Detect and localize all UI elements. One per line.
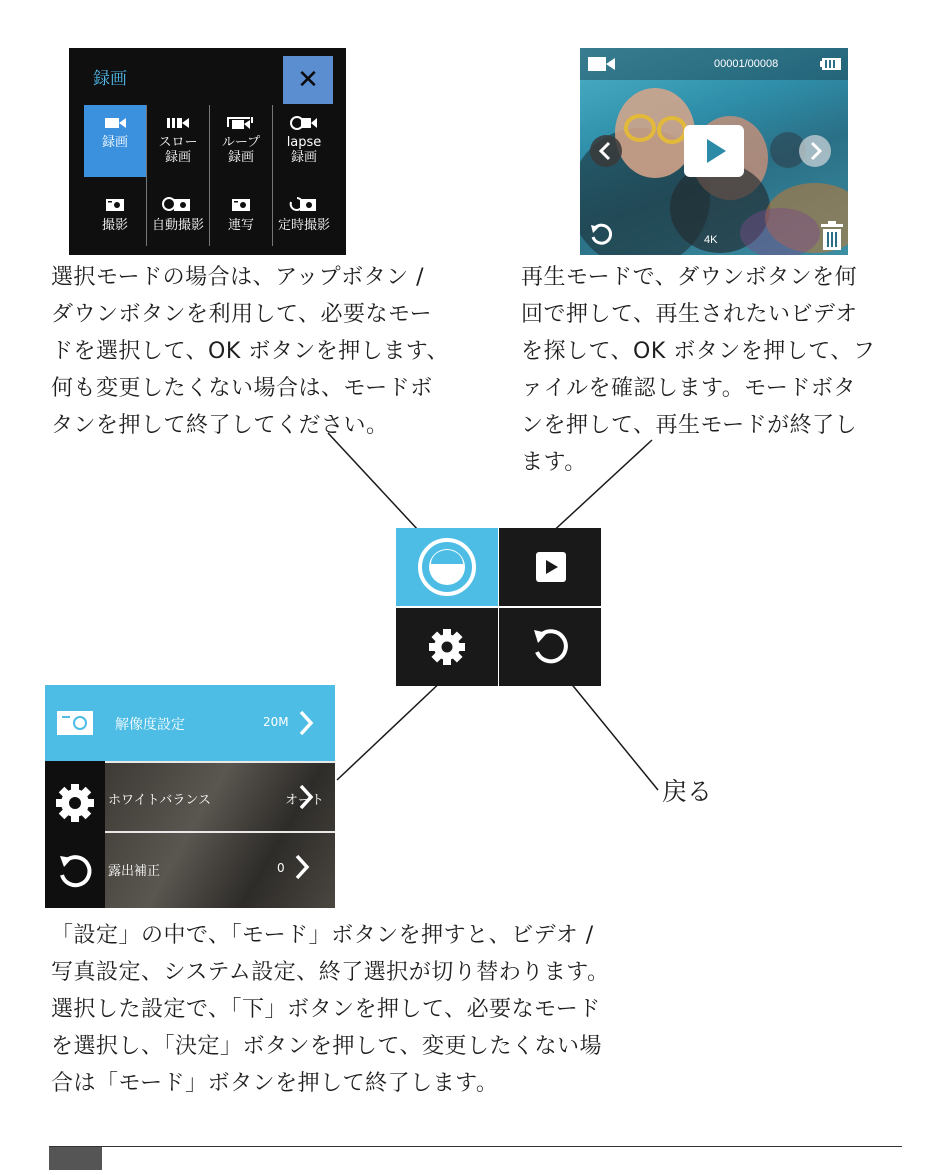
settings-label: 解像度設定 xyxy=(115,717,185,733)
playback-button[interactable] xyxy=(499,528,601,606)
home-grid xyxy=(396,528,601,686)
mode-item-label: 自動撮影 xyxy=(151,218,204,233)
settings-value: 20M xyxy=(263,715,289,729)
settings-panel xyxy=(45,685,335,908)
photo-camera-icon xyxy=(57,711,93,735)
settings-value: オート xyxy=(285,793,325,808)
gear-icon[interactable] xyxy=(53,781,97,825)
record-button[interactable] xyxy=(396,528,498,606)
resolution-label: 4K xyxy=(704,234,718,246)
back-button[interactable] xyxy=(499,608,601,686)
settings-value: 0 xyxy=(277,861,285,875)
chevron-right-icon xyxy=(293,853,311,881)
chevron-right-icon xyxy=(297,783,315,811)
back-label: 戻る xyxy=(662,777,713,806)
mode-menu-title: 録画 xyxy=(93,69,127,89)
footer-page-tab xyxy=(49,1147,102,1170)
mode-item-label: 定時撮影 xyxy=(277,218,330,233)
mode-item-label: 連写 xyxy=(227,218,254,233)
mode-item-label: ループ 録画 xyxy=(221,135,261,165)
footer-rule xyxy=(49,1146,902,1147)
settings-row-exposure[interactable] xyxy=(105,833,335,908)
file-counter: 00001/00008 xyxy=(714,58,779,70)
playback-caption: 再生モードで、ダウンボタンを何 回で押して、再生されたいビデオ を探して、OK ボタンを押して、フ ァイルを確認します。モードボタ ンを押して、再生モードが終了し ます。 xyxy=(521,265,876,475)
gear-icon xyxy=(396,608,498,686)
mode-item-label: lapse 録画 xyxy=(286,135,322,165)
back-icon[interactable] xyxy=(55,851,95,891)
record-icon xyxy=(396,528,498,606)
back-icon xyxy=(499,608,601,686)
settings-button[interactable] xyxy=(396,608,498,686)
settings-sidebar xyxy=(45,761,105,908)
chevron-right-icon xyxy=(297,709,315,737)
settings-row-white-balance[interactable] xyxy=(105,763,335,831)
settings-row-resolution[interactable] xyxy=(45,685,335,761)
mode-item-label: 撮影 xyxy=(101,218,128,233)
mode-caption: 選択モードの場合は、アップボタン / ダウンボタンを利用して、必要なモー ドを選択して、OK ボタンを押します、 何も変更したくない場合は、モードボ タンを押して終了してください。 xyxy=(51,265,450,438)
settings-caption: 「設定」の中で、「モード」ボタンを押すと、ビデオ / 写真設定、システム設定、終了選択が切り替わります。 選択した設定で、「下」ボタンを押して、必要なモード を選択し、「決定」ボタンを押して、変更したくない場 合は「モード」ボタンを押して終了します。 xyxy=(51,923,610,1096)
mode-item-label: 録画 xyxy=(101,135,128,150)
play-icon xyxy=(499,528,601,606)
settings-label: ホワイトバランス xyxy=(108,793,211,808)
close-icon: ✕ xyxy=(297,65,319,95)
mode-item-label: スロー 録画 xyxy=(158,135,198,165)
settings-label: 露出補正 xyxy=(108,864,161,879)
